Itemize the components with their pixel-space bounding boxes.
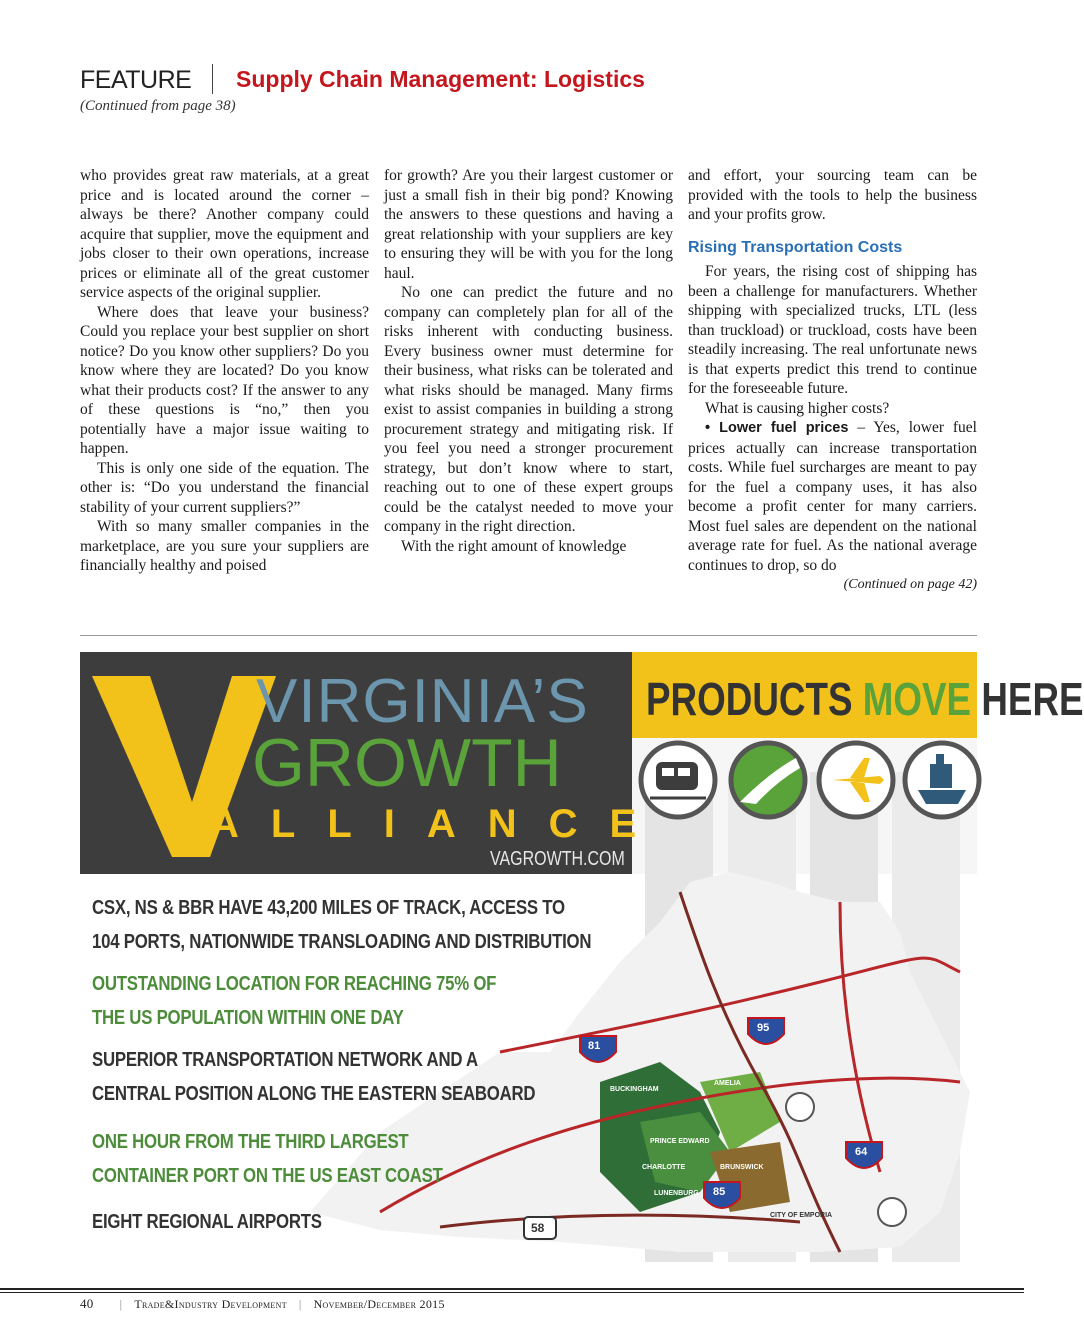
paragraph: This is only one side of the equation. The other is: “Do you understand the financial stability of your current suppliers?” (80, 459, 369, 516)
paragraph: With the right amount of knowledge (401, 537, 627, 555)
brand-line-virginias: VIRGINIA’S (256, 667, 589, 736)
paragraph: With so many smaller companies in the marketplace, are you sure your suppliers are financially healthy and poised (80, 518, 369, 574)
county-label: BRUNSWICK (720, 1164, 764, 1171)
paragraph: For years, the rising cost of shipping has been a challenge for manufacturers. Whether shipping with specialized trucks, LTL (less than truckload) or truckload, costs have been steadily increasing. The real unfortunate news is that experts predict this trend to continue for the foreseeable future. (688, 263, 977, 397)
shield-label: 81 (588, 1040, 601, 1052)
bullet-text: – Yes, lower fuel prices actually can increase transportation costs. While fuel surcharges are meant to pay for the fuel a company uses, it has also become a profit center for many carriers. Most fuel sales are dependent on the national average rate for fuel. As the national average continues to drop, so do (688, 419, 977, 574)
footer-rule (0, 1292, 1024, 1293)
bullet-paragraph (688, 418, 977, 592)
tagline-word: PRODUCTS (646, 673, 853, 725)
ad-line: CONTAINER PORT ON THE US EAST COAST (92, 1164, 443, 1187)
article-column-3 (688, 166, 977, 595)
shield-label: 58 (531, 1221, 545, 1235)
continued-on: (Continued on page 42) (843, 577, 977, 592)
county-label: CITY OF EMPORIA (770, 1212, 833, 1219)
paragraph: Where does that leave your business? Could you replace your best supplier on short notice? Do you know other suppliers? Do you know where they are located? Do you know what their products cost? If the answer to any of these questions is “no,” then you potentially have a major issue waiting to happen. (80, 303, 369, 457)
advertisement (80, 652, 1084, 1262)
county-label: PRINCE EDWARD (650, 1138, 710, 1145)
paragraph: who provides great raw materials, at a great price and is located around the corner – always be there? Another company could acquire that supplier, move the equipment and jobs closer to their own operations, increase prices or eliminate all of the great customer service aspects of the original supplier. (80, 167, 369, 301)
tagline-word: HERE (981, 673, 1084, 725)
continued-from: (Continued from page 38) (80, 98, 236, 114)
section-kicker: FEATURE (80, 66, 192, 94)
footer-separator: | (298, 1297, 302, 1311)
ad-line: OUTSTANDING LOCATION FOR REACHING 75% OF (92, 972, 497, 995)
shield-label: 95 (757, 1022, 770, 1034)
paragraph: for growth? Are you their largest customer or just a small fish in their big pond? Knowing the answers to these questions and having a great relationship with your suppliers are key to ensuring they will be with you for the long haul. (384, 167, 673, 282)
ad-line: ONE HOUR FROM THE THIRD LARGEST (92, 1130, 409, 1153)
tagline (646, 672, 1084, 726)
issue-date: November/December 2015 (313, 1297, 445, 1311)
article-column-2 (384, 166, 673, 556)
article-title: Supply Chain Management: Logistics (236, 66, 645, 92)
article-column-1 (80, 166, 369, 576)
ad-line: SUPERIOR TRANSPORTATION NETWORK AND A (92, 1048, 478, 1071)
brand-url: VAGROWTH.COM (490, 848, 625, 870)
county-label: CHARLOTTE (642, 1164, 686, 1171)
paragraph: No one can predict the future and no company can completely plan for all of the risks inherent with conducting business. Every business owner must determine for their business, what risks can be tolerated and what risks should be managed. Many firms exist to assist companies in building a strong procurement strategy and mitigating risk. If you feel you need a stronger procurement strategy, but don’t know where to start, reaching out to one of these expert groups could be the catalyst needed to move your company in the right direction. (384, 284, 673, 535)
county-label: AMELIA (714, 1080, 741, 1087)
header-divider (212, 64, 213, 94)
bullet-lead: • Lower fuel prices (705, 420, 849, 436)
ad-line: THE US POPULATION WITHIN ONE DAY (92, 1006, 404, 1029)
map-airport-icon (786, 1093, 814, 1121)
shield-label: 64 (855, 1146, 868, 1158)
ship-icon (905, 743, 979, 817)
brand-line-growth: GROWTH (252, 725, 562, 801)
airplane-icon (819, 743, 893, 817)
ad-line: EIGHT REGIONAL AIRPORTS (92, 1210, 322, 1233)
ad-line: CSX, NS & BBR HAVE 43,200 MILES OF TRACK, ACCESS TO (92, 896, 565, 919)
publication-name: Trade&Industry Development (134, 1297, 287, 1311)
road-icon (731, 743, 805, 817)
footer-separator: | (119, 1297, 123, 1311)
map-port-icon (878, 1198, 906, 1226)
footer-rule (0, 1288, 1024, 1290)
paragraph: What is causing higher costs? (705, 399, 890, 417)
county-label: BUCKINGHAM (610, 1086, 659, 1093)
brand-line-alliance: ALLIANCE (210, 802, 669, 846)
ad-line: 104 PORTS, NATIONWIDE TRANSLOADING AND DISTRIBUTION (92, 930, 592, 953)
tagline-word: MOVE (862, 673, 972, 725)
shield-label: 85 (713, 1186, 726, 1198)
county-label: LUNENBURG (654, 1190, 699, 1197)
section-rule (80, 635, 977, 636)
page-number: 40 (80, 1296, 94, 1311)
page-footer (80, 1296, 445, 1312)
subheading: Rising Transportation Costs (688, 238, 903, 256)
paragraph: and effort, your sourcing team can be provided with the tools to help the business and your profits grow. (688, 167, 977, 223)
ad-line: CENTRAL POSITION ALONG THE EASTERN SEABOARD (92, 1082, 536, 1105)
